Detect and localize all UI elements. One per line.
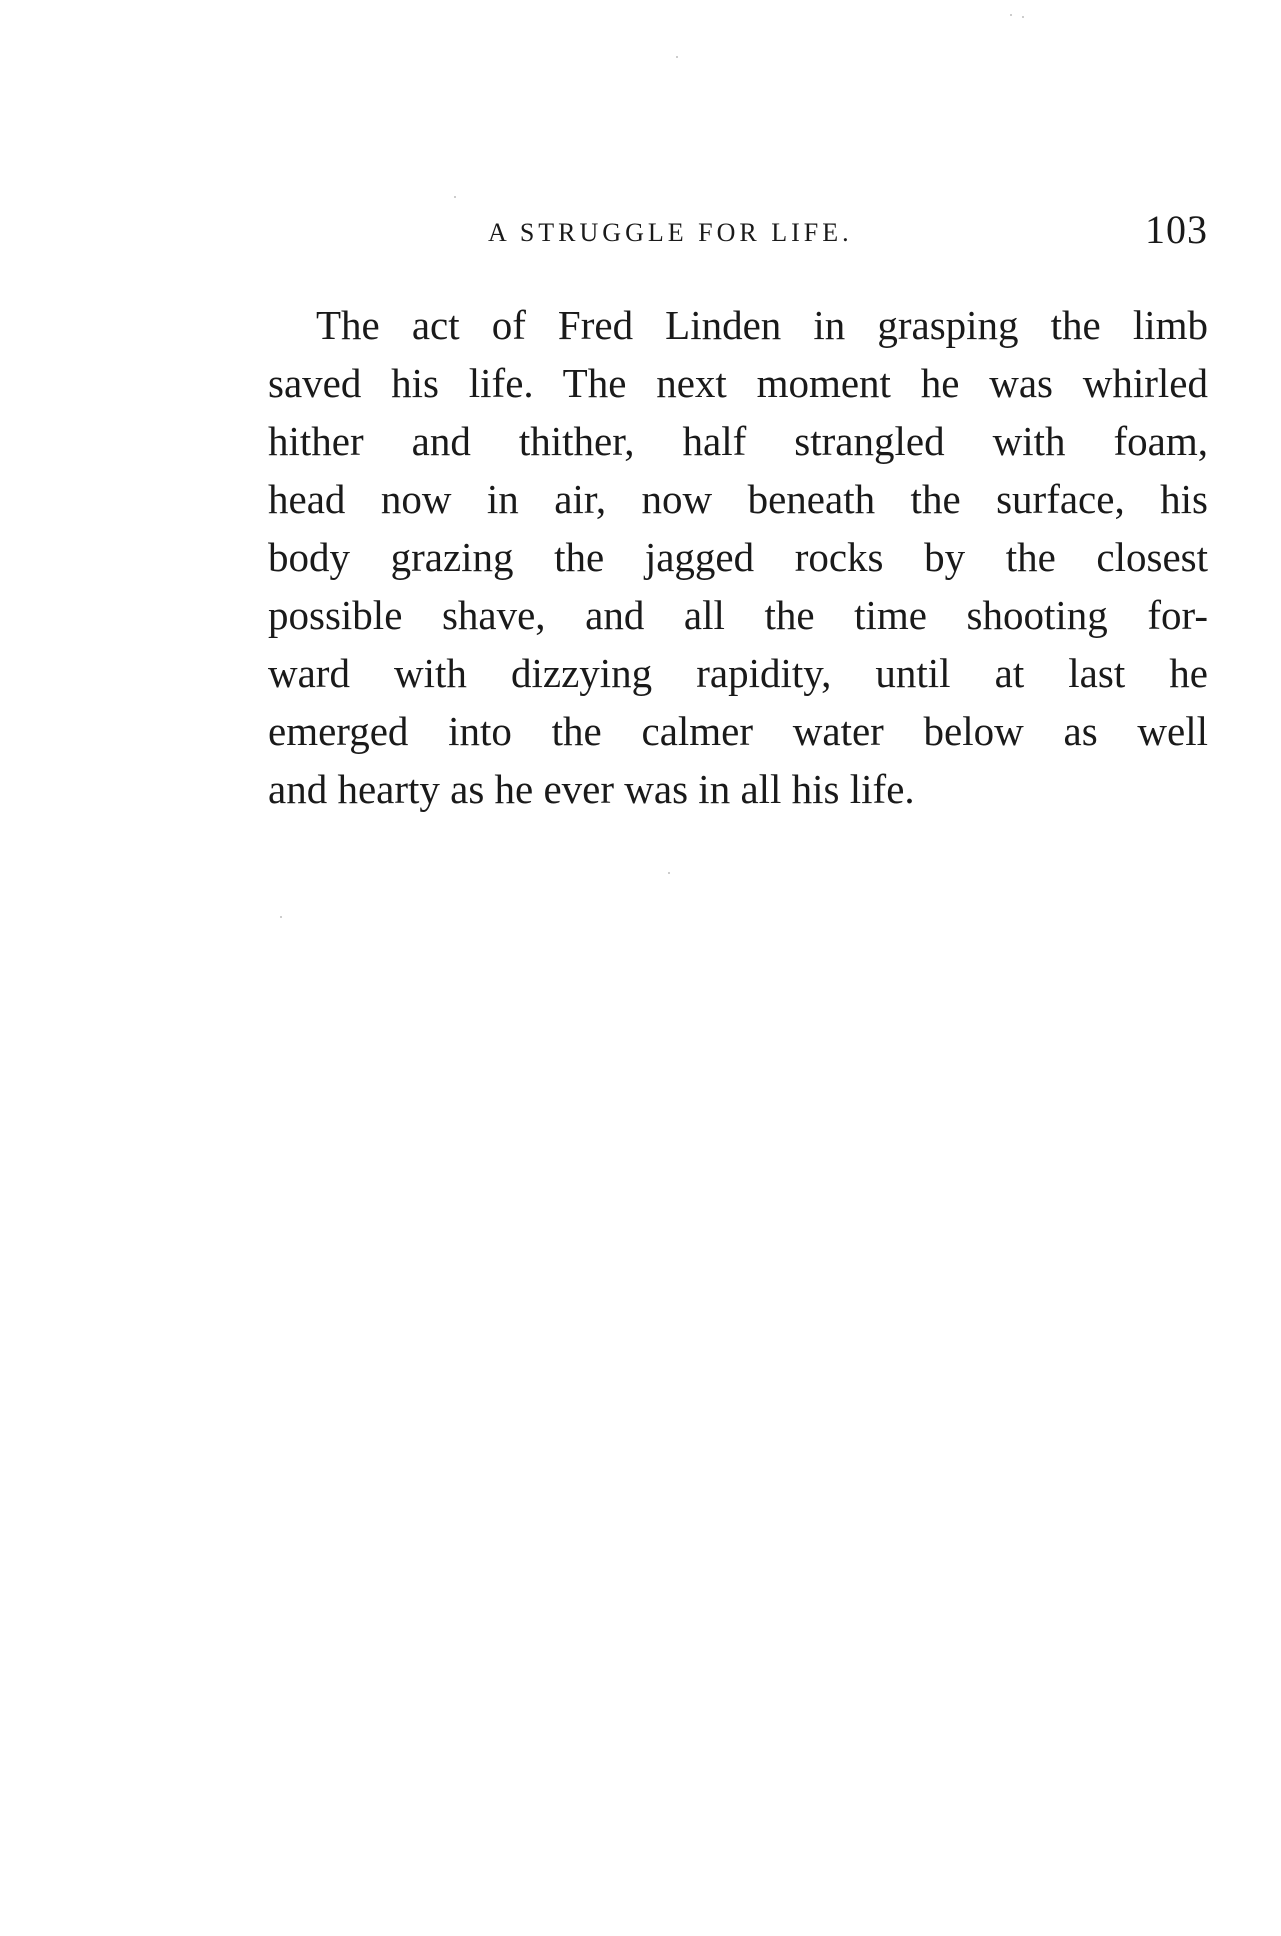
scan-speck	[668, 872, 670, 874]
running-title: A STRUGGLE FOR LIFE.	[488, 218, 853, 247]
paragraph-line: emerged into the calmer water below as well	[268, 708, 1208, 754]
paragraph	[268, 296, 1208, 818]
paragraph-line: possible shave, and all the time shooting for-	[268, 592, 1208, 638]
paragraph-line: The act of Fred Linden in grasping the limb	[316, 302, 1208, 348]
paragraph-line: and hearty as he ever was in all his life.	[268, 766, 915, 812]
scan-speck	[454, 196, 456, 198]
scan-speck	[280, 916, 282, 918]
paragraph-line: hither and thither, half strangled with foam,	[268, 418, 1208, 464]
paragraph-line: ward with dizzying rapidity, until at last he	[268, 650, 1208, 696]
paragraph-line: body grazing the jagged rocks by the closest	[268, 534, 1208, 580]
scan-speck	[1010, 14, 1012, 16]
scan-speck	[1022, 16, 1024, 18]
running-head	[268, 200, 1208, 260]
paragraph-line: head now in air, now beneath the surface, his	[268, 476, 1208, 522]
paragraph-line: saved his life. The next moment he was whirled	[268, 360, 1208, 406]
scan-speck	[676, 56, 678, 58]
page-number: 103	[1145, 207, 1208, 252]
